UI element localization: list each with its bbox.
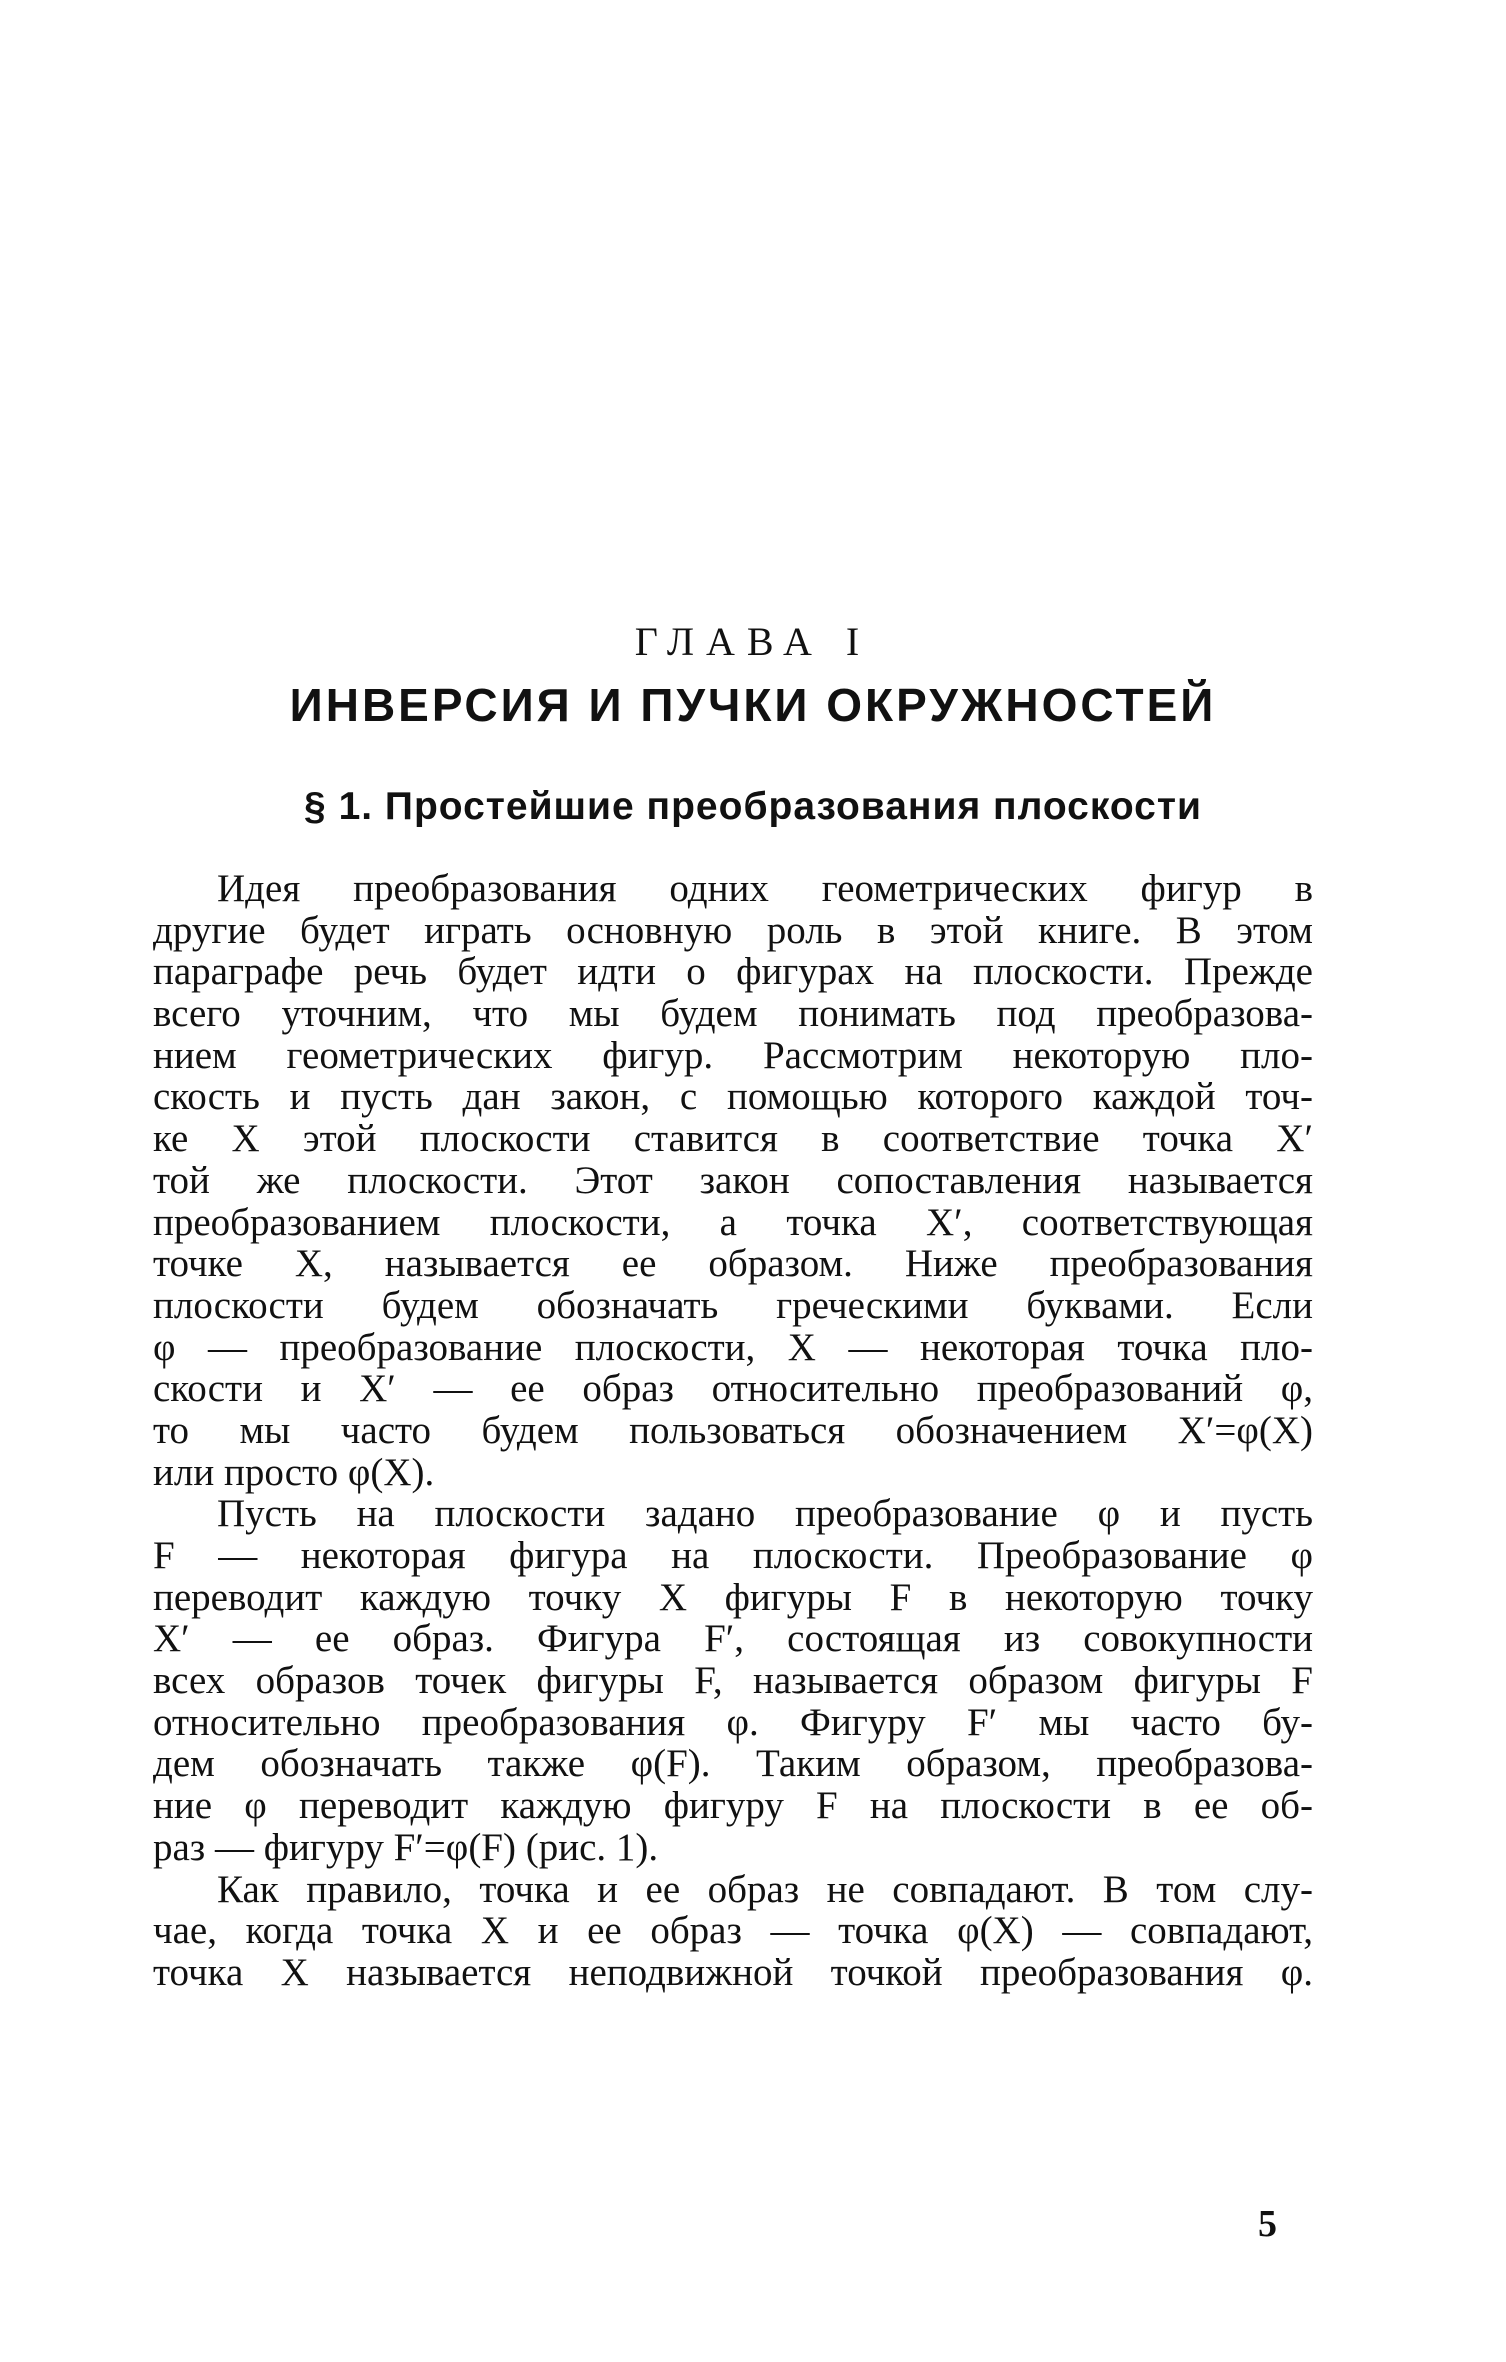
text-line: нием геометрических фигур. Рассмотрим некоторую пло-: [153, 1033, 1313, 1077]
text-line: точке X, называется ее образом. Ниже преобразования: [153, 1242, 1313, 1286]
text-line: преобразованием плоскости, а точка X′, соответствующая: [153, 1200, 1313, 1244]
text-line: раз — фигуру F′=φ(F) (рис. 1).: [153, 1825, 659, 1869]
text-line: скость и пусть дан закон, с помощью которого каждой точ-: [153, 1075, 1313, 1119]
text-line: F — некоторая фигура на плоскости. Преобразование φ: [153, 1534, 1313, 1577]
text-line: параграфе речь будет идти о фигурах на плоскости. Прежде: [153, 950, 1313, 994]
text-line: переводит каждую точку X фигуры F в некоторую точку: [153, 1575, 1313, 1619]
text-line: всех образов точек фигуры F, называется образом фигуры F: [153, 1659, 1313, 1703]
text-line: плоскости будем обозначать греческими буквами. Если: [153, 1283, 1313, 1327]
text-line: относительно преобразования φ. Фигуру F′ мы часто бу-: [153, 1700, 1313, 1744]
chapter-label: ГЛАВА I: [634, 619, 872, 664]
text-line: ние φ переводит каждую фигуру F на плоскости в ее об-: [153, 1784, 1313, 1828]
section-title: § 1. Простейшие преобразования плоскости: [304, 785, 1202, 828]
text-line: той же плоскости. Этот закон сопоставления называется: [153, 1158, 1313, 1202]
text-line: точка X называется неподвижной точкой преобразования φ.: [153, 1950, 1313, 1994]
text-line: скости и X′ — ее образ относительно преобразований φ,: [153, 1367, 1313, 1411]
text-line: то мы часто будем пользоваться обозначением X′=φ(X): [153, 1408, 1313, 1452]
page-number: 5: [1258, 2203, 1277, 2245]
text-line: Идея преобразования одних геометрических фигур в: [217, 867, 1313, 910]
text-line: чае, когда точка X и ее образ — точка φ(X) — совпадают,: [153, 1909, 1313, 1953]
chapter-title: ИНВЕРСИЯ И ПУЧКИ ОКРУЖНОСТЕЙ: [289, 679, 1217, 731]
text-line: всего уточним, что мы будем понимать под преобразова-: [153, 992, 1313, 1036]
text-line: Как правило, точка и ее образ не совпадают. В том слу-: [217, 1867, 1313, 1911]
text-line: ке X этой плоскости ставится в соответствие точка X′: [153, 1117, 1313, 1161]
body-text: [153, 868, 1313, 1994]
text-line: дем обозначать также φ(F). Таким образом, преобразова-: [153, 1742, 1313, 1786]
text-line: X′ — ее образ. Фигура F′, состоящая из совокупности: [153, 1617, 1313, 1661]
text-line: φ — преобразование плоскости, X — некоторая точка пло-: [153, 1325, 1313, 1369]
text-line: другие будет играть основную роль в этой книге. В этом: [153, 908, 1313, 952]
text-line: Пусть на плоскости задано преобразование φ и пусть: [217, 1492, 1313, 1536]
text-line: или просто φ(X).: [153, 1450, 435, 1494]
